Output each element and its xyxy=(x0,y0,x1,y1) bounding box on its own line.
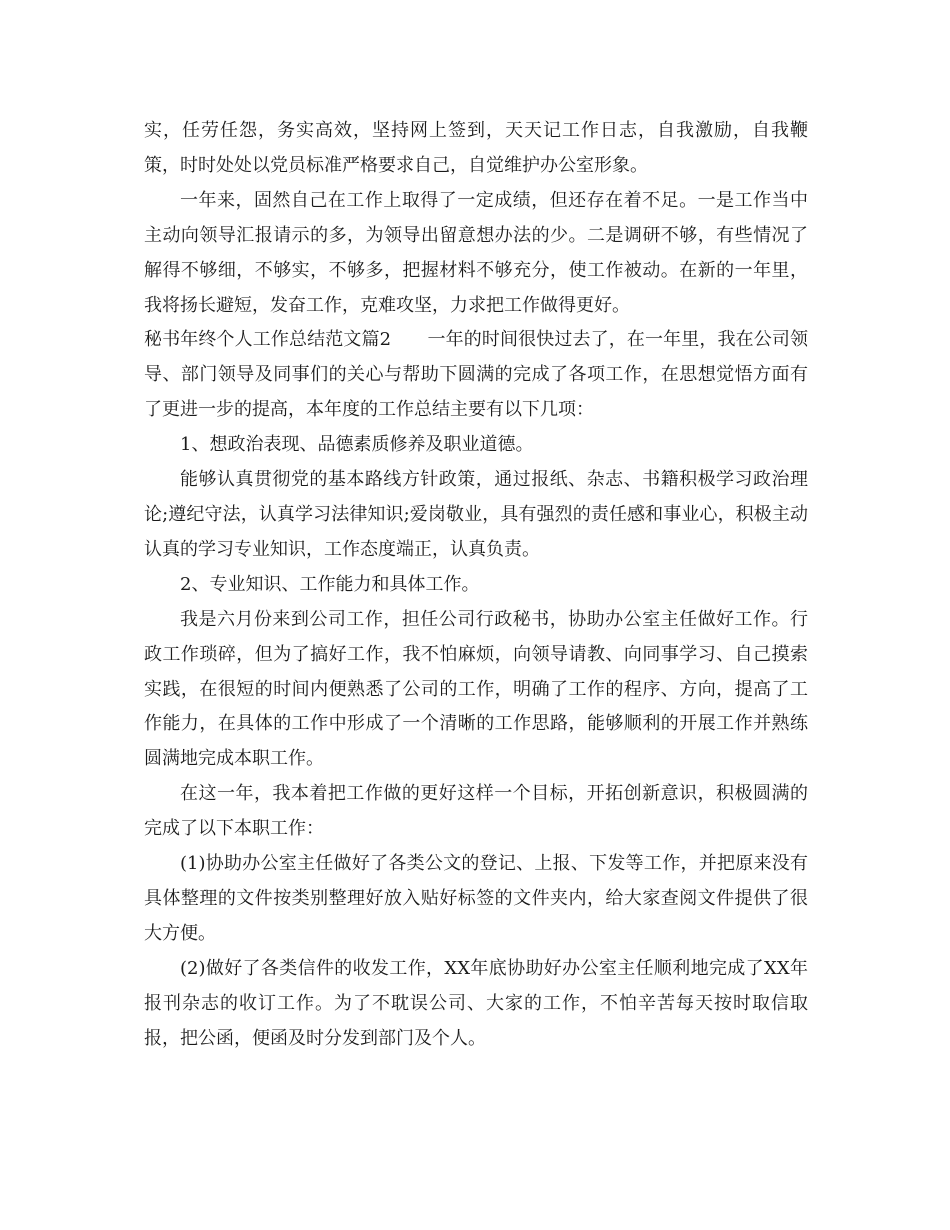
paragraph-section-title: 秘书年终个人工作总结范文篇2 一年的时间很快过去了，在一年里，我在公司领导、部门领导及同事们的关心与帮助下圆满的完成了各项工作，在思想觉悟方面有了更进一步的提高，本年度的工作总结主要有以下几项： xyxy=(144,329,808,421)
paragraph-goal: 在这一年，我本着把工作做的更好这样一个目标，开拓创新意识，积极圆满的完成了以下本职工作： xyxy=(144,783,808,840)
paragraph-heading-2: 2、专业知识、工作能力和具体工作。 xyxy=(180,573,480,595)
paragraph-item-2: (2)做好了各类信件的收发工作，XX年底协助好办公室主任顺利地完成了XX年报刊杂志的收订工作。为了不耽误公司、大家的工作，不怕辛苦每天按时取信取报，把公函，便函及时分发到部门及个人。 xyxy=(144,957,808,1049)
paragraph-item-1: (1)协助办公室主任做好了各类公文的登记、上报、下发等工作，并把原来没有具体整理的文件按类别整理好放入贴好标签的文件夹内，给大家查阅文件提供了很大方便。 xyxy=(144,853,808,944)
document-body xyxy=(144,114,808,1056)
paragraph-continuation: 实，任劳任怨，务实高效，坚持网上签到，天天记工作日志，自我激励，自我鞭策，时时处处以党员标准严格要求自己，自觉维护办公室形象。 xyxy=(144,120,808,176)
paragraph-political: 能够认真贯彻党的基本路线方针政策，通过报纸、杂志、书籍积极学习政治理论;遵纪守法，认真学习法律知识;爱岗敬业，具有强烈的责任感和事业心，积极主动认真的学习专业知识，工作态度端正，认真负责。 xyxy=(144,469,808,560)
paragraph-shortcomings: 一年来，固然自己在工作上取得了一定成绩，但还存在着不足。一是工作当中主动向领导汇报请示的多，为领导出留意想办法的少。二是调研不够，有些情况了解得不够细，不够实，不够多，把握材料不够充分，使工作被动。在新的一年里，我将扬长避短，发奋工作，克难攻坚，力求把工作做得更好。 xyxy=(144,189,808,316)
paragraph-work: 我是六月份来到公司工作，担任公司行政秘书，协助办公室主任做好工作。行政工作琐碎，但为了搞好工作，我不怕麻烦，向领导请教、向同事学习、自己摸索实践，在很短的时间内便熟悉了公司的工作，明确了工作的程序、方向，提高了工作能力，在具体的工作中形成了一个清晰的工作思路，能够顺利的开展工作并熟练圆满地完成本职工作。 xyxy=(144,608,808,770)
paragraph-heading-1: 1、想政治表现、品德素质修养及职业道德。 xyxy=(180,434,534,456)
